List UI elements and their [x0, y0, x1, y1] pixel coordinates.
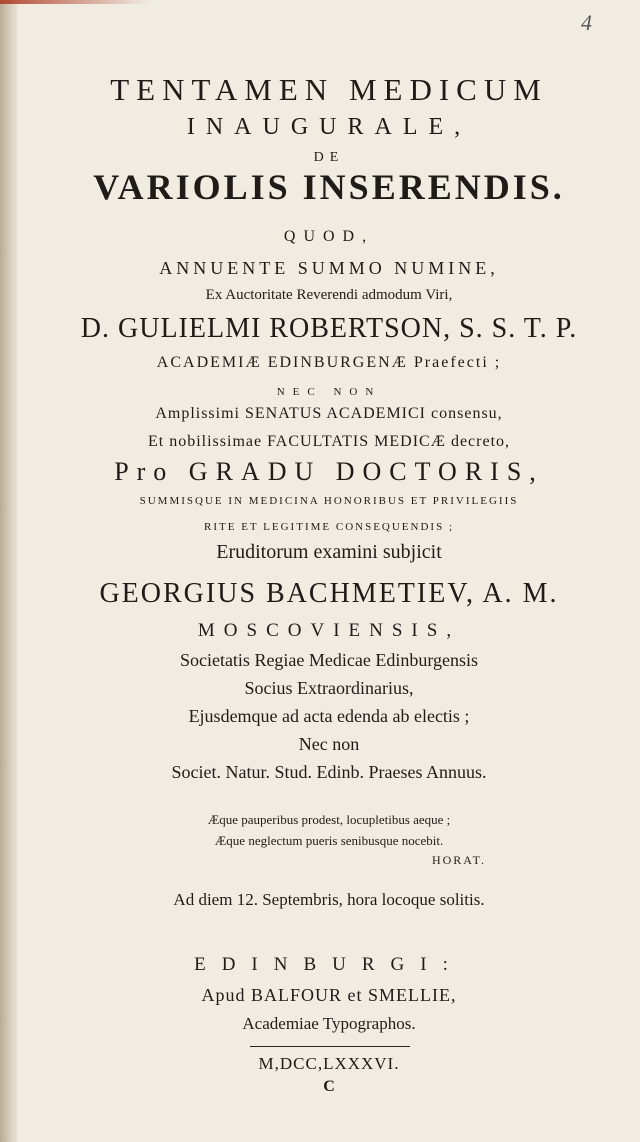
title-line-quod: QUOD,	[283, 228, 375, 245]
title-line-annuente: ANNUENTE SUMMO NUMINE,	[159, 258, 499, 278]
imprint-city: EDINBURGI:	[194, 954, 464, 975]
title-line-socius: Socius Extraordinarius,	[244, 678, 414, 698]
title-line-de: DE	[313, 150, 345, 165]
title-line-tentamen: TENTAMEN MEDICUM	[110, 72, 548, 107]
title-line-gulielmi: D. GULIELMI ROBERTSON, S. S. T. P.	[80, 313, 578, 344]
title-line-nec-non-2: Nec non	[298, 734, 360, 754]
title-line-moscoviensis: MOSCOVIENSIS,	[197, 620, 461, 641]
book-spine-shadow	[0, 0, 18, 1142]
title-line-societatis: Societatis Regiae Medicae Edinburgensis	[179, 650, 479, 670]
title-line-praeses: Societ. Natur. Stud. Edinb. Praeses Annuus.	[171, 762, 487, 782]
title-line-gradu: Pro GRADU DOCTORIS,	[114, 457, 544, 486]
epigraph-line-1: Æque pauperibus prodest, locupletibus aeque ;	[207, 812, 451, 827]
title-line-author: GEORGIUS BACHMETIEV, A. M.	[99, 578, 559, 609]
title-line-facultatis: Et nobilissimae FACULTATIS MEDICÆ decreto,	[147, 433, 511, 450]
imprint-printers-role: Academiae Typographos.	[242, 1014, 416, 1033]
title-line-nec-non: NEC NON	[276, 386, 382, 398]
imprint-year: M,DCC,LXXXVI.	[258, 1054, 400, 1073]
title-line-eruditorum: Eruditorum examini subjicit	[216, 541, 442, 563]
signature-mark: C	[323, 1078, 335, 1095]
title-line-academiae: ACADEMIÆ EDINBURGENÆ Praefecti ;	[156, 354, 502, 371]
epigraph-attribution: HORAT.	[431, 853, 487, 867]
title-line-variolis: VARIOLIS INSERENDIS.	[93, 167, 565, 207]
title-line-rite: RITE ET LEGITIME CONSEQUENDIS ;	[204, 521, 454, 533]
title-line-auctoritate: Ex Auctoritate Reverendi admodum Viri,	[205, 287, 453, 303]
title-page	[18, 0, 640, 1142]
date-line: Ad diem 12. Septembris, hora locoque solitis.	[173, 890, 485, 909]
imprint-printers: Apud BALFOUR et SMELLIE,	[201, 985, 457, 1005]
title-line-ejusdemque: Ejusdemque ad acta edenda ab electis ;	[188, 706, 470, 726]
title-line-senatus: Amplissimi SENATUS ACADEMICI consensu,	[155, 405, 503, 422]
handwritten-page-mark: 4	[581, 10, 592, 35]
title-line-summisque: SUMMISQUE IN MEDICINA HONORIBUS ET PRIVILEGIIS	[139, 495, 519, 507]
epigraph-line-2: Æque neglectum pueris senibusque nocebit.	[214, 833, 444, 848]
title-line-inaugurale: INAUGURALE,	[186, 114, 472, 140]
imprint-divider	[250, 1046, 410, 1047]
